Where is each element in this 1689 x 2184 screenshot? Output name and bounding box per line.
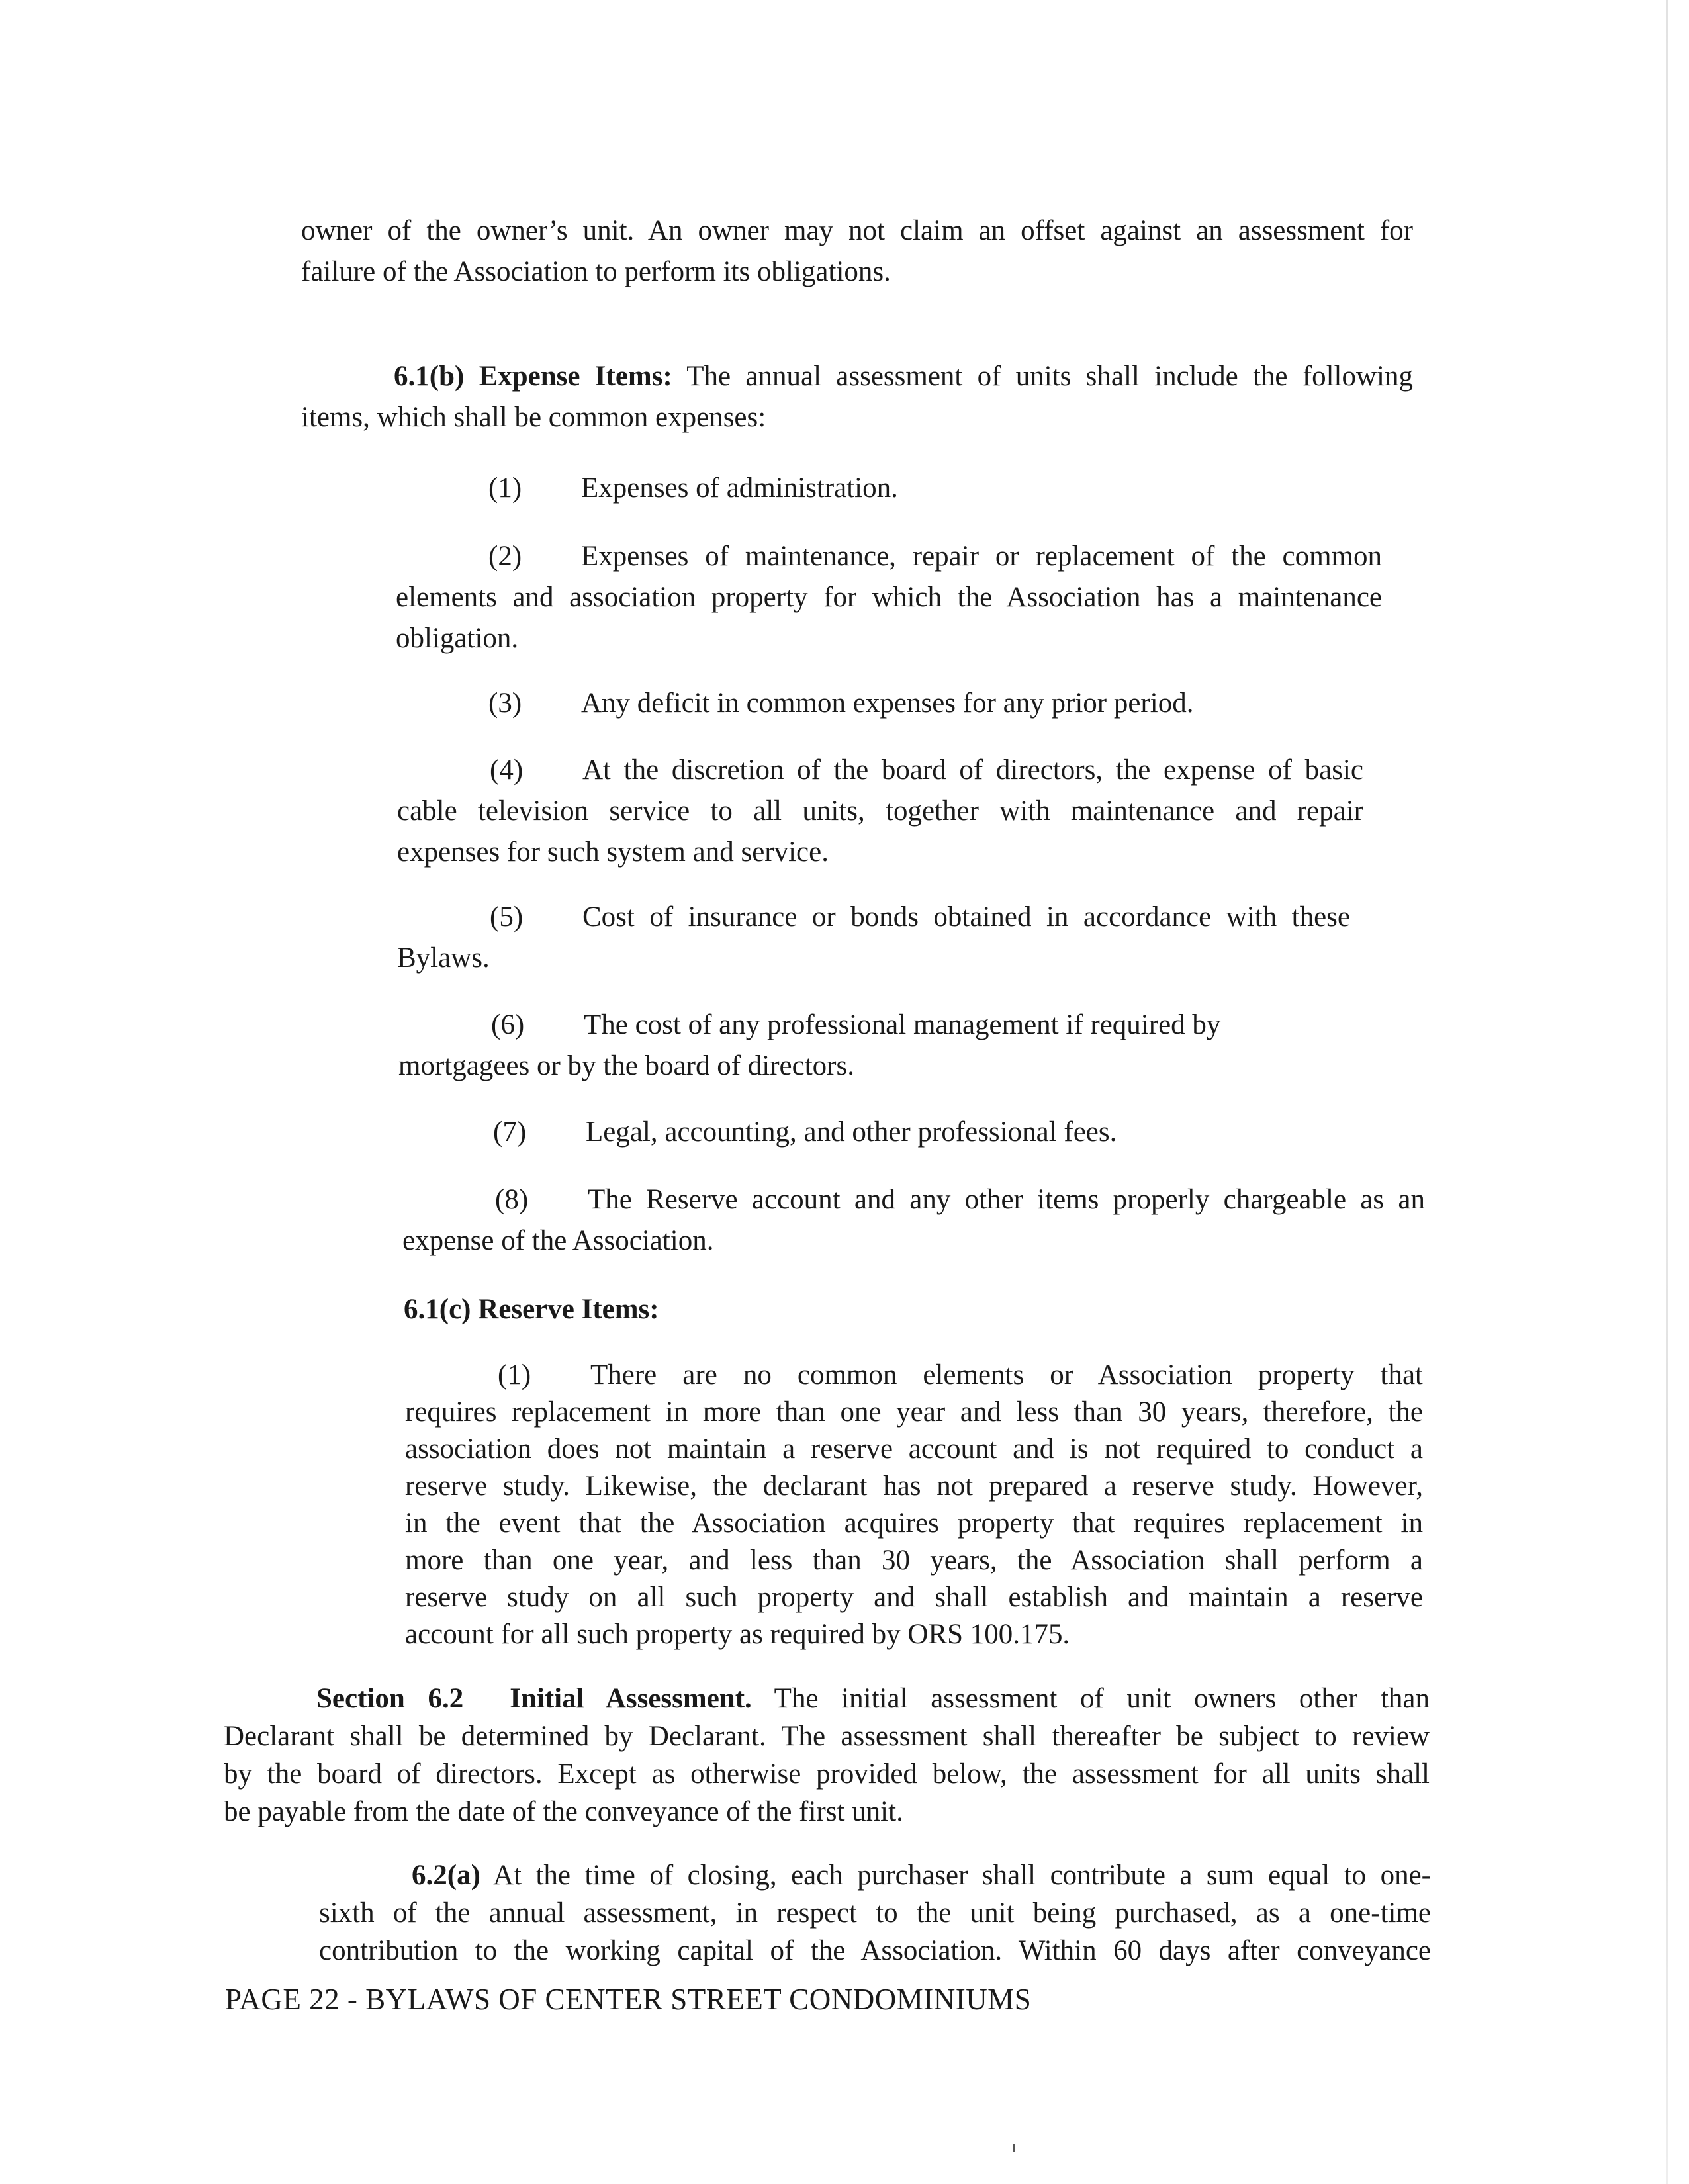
section-6-2a-paragraph: [319, 1856, 1431, 1970]
item-text: elements and association property for which the Association has a maintenance: [396, 582, 1382, 613]
section-6-2a-heading: 6.2(a): [412, 1860, 480, 1891]
text-line: be payable from the date of the conveyance of the first unit.: [224, 1796, 903, 1827]
item-text: At the discretion of the board of directors, the expense of basic: [582, 754, 1363, 786]
section-6-2-paragraph: [224, 1680, 1430, 1831]
scan-speck: [1013, 2144, 1015, 2152]
item-text: Legal, accounting, and other professional fees.: [586, 1116, 1117, 1148]
text-line: more than one year, and less than 30 years, the Association shall perform a: [405, 1545, 1423, 1576]
section-6-2-heading: Initial Assessment.: [510, 1683, 752, 1714]
text-line: account for all such property as required by ORS 100.175.: [405, 1619, 1070, 1650]
text-line: contribution to the working capital of the Association. Within 60 days after conveyance: [319, 1935, 1431, 1966]
list-item: [398, 1005, 1365, 1087]
item-text: Cost of insurance or bonds obtained in accordance with these: [582, 901, 1350, 933]
list-item: [488, 468, 1428, 509]
text-line: failure of the Association to perform its obligations.: [301, 256, 891, 287]
item-number: (8): [495, 1184, 529, 1215]
item-number: (4): [490, 754, 524, 786]
list-item: [493, 1112, 1433, 1153]
item-number: (3): [488, 688, 522, 719]
item-text: The cost of any professional management if required by: [584, 1009, 1221, 1040]
text-line: sixth of the annual assessment, in respect to the unit being purchased, as a one-time: [319, 1897, 1431, 1929]
item-number: (1): [498, 1359, 531, 1390]
page-footer: PAGE 22 - BYLAWS OF CENTER STREET CONDOMINIUMS: [225, 1983, 1032, 2016]
item-text: mortgagees or by the board of directors.: [398, 1050, 854, 1081]
item-number: (5): [490, 901, 524, 933]
text-line: requires replacement in more than one year and less than 30 years, therefore, the: [405, 1396, 1423, 1428]
item-number: (1): [488, 473, 522, 504]
item-text: The Reserve account and any other items properly chargeable as an: [588, 1184, 1425, 1215]
item-number: (6): [491, 1009, 525, 1040]
section-6-1b-heading: 6.1(b) Expense Items:: [394, 361, 672, 392]
list-item: [402, 1179, 1425, 1261]
section-6-2-label: Section 6.2: [316, 1683, 464, 1714]
text-line: The initial assessment of unit owners other than: [751, 1683, 1430, 1714]
item-text: There are no common elements or Association property that: [590, 1359, 1423, 1390]
section-6-1b-paragraph: [301, 356, 1413, 438]
list-item: [488, 683, 1428, 724]
item-text: obligation.: [396, 623, 519, 654]
item-text: Expenses of maintenance, repair or replacement of the common: [581, 541, 1382, 572]
text-line: by the board of directors. Except as otherwise provided below, the assessment for all units shall: [224, 1758, 1430, 1790]
text-line: Declarant shall be determined by Declarant. The assessment shall thereafter be subject to review: [224, 1721, 1430, 1752]
text-line: owner of the owner’s unit. An owner may not claim an offset against an assessment for: [301, 215, 1413, 246]
item-text: cable television service to all units, together with maintenance and repair: [397, 796, 1363, 827]
item-text: expenses for such system and service.: [397, 837, 829, 868]
reserve-items-paragraph: [405, 1357, 1423, 1653]
text-line: association does not maintain a reserve account and is not required to conduct a: [405, 1433, 1423, 1465]
section-6-1c-heading: 6.1(c) Reserve Items:: [404, 1294, 659, 1325]
text-line: The annual assessment of units shall include the following: [672, 361, 1413, 392]
intro-paragraph: [301, 210, 1413, 293]
text-line: items, which shall be common expenses:: [301, 402, 766, 433]
text-line: reserve study. Likewise, the declarant has not prepared a reserve study. However,: [405, 1471, 1423, 1502]
item-number: (2): [488, 541, 522, 572]
item-text: Any deficit in common expenses for any prior period.: [581, 688, 1194, 719]
item-text: expense of the Association.: [402, 1225, 714, 1256]
item-number: (7): [493, 1116, 527, 1148]
list-item: [397, 897, 1350, 979]
text-line: in the event that the Association acquires property that requires replacement in: [405, 1508, 1423, 1539]
text-line: reserve study on all such property and shall establish and maintain a reserve: [405, 1582, 1423, 1613]
scan-edge-line: [1666, 0, 1668, 2184]
list-item: [396, 536, 1382, 659]
item-text: Bylaws.: [397, 942, 490, 974]
item-text: Expenses of administration.: [581, 473, 898, 504]
text-line: At the time of closing, each purchaser shall contribute a sum equal to one-: [480, 1860, 1431, 1891]
list-item: [397, 750, 1363, 873]
